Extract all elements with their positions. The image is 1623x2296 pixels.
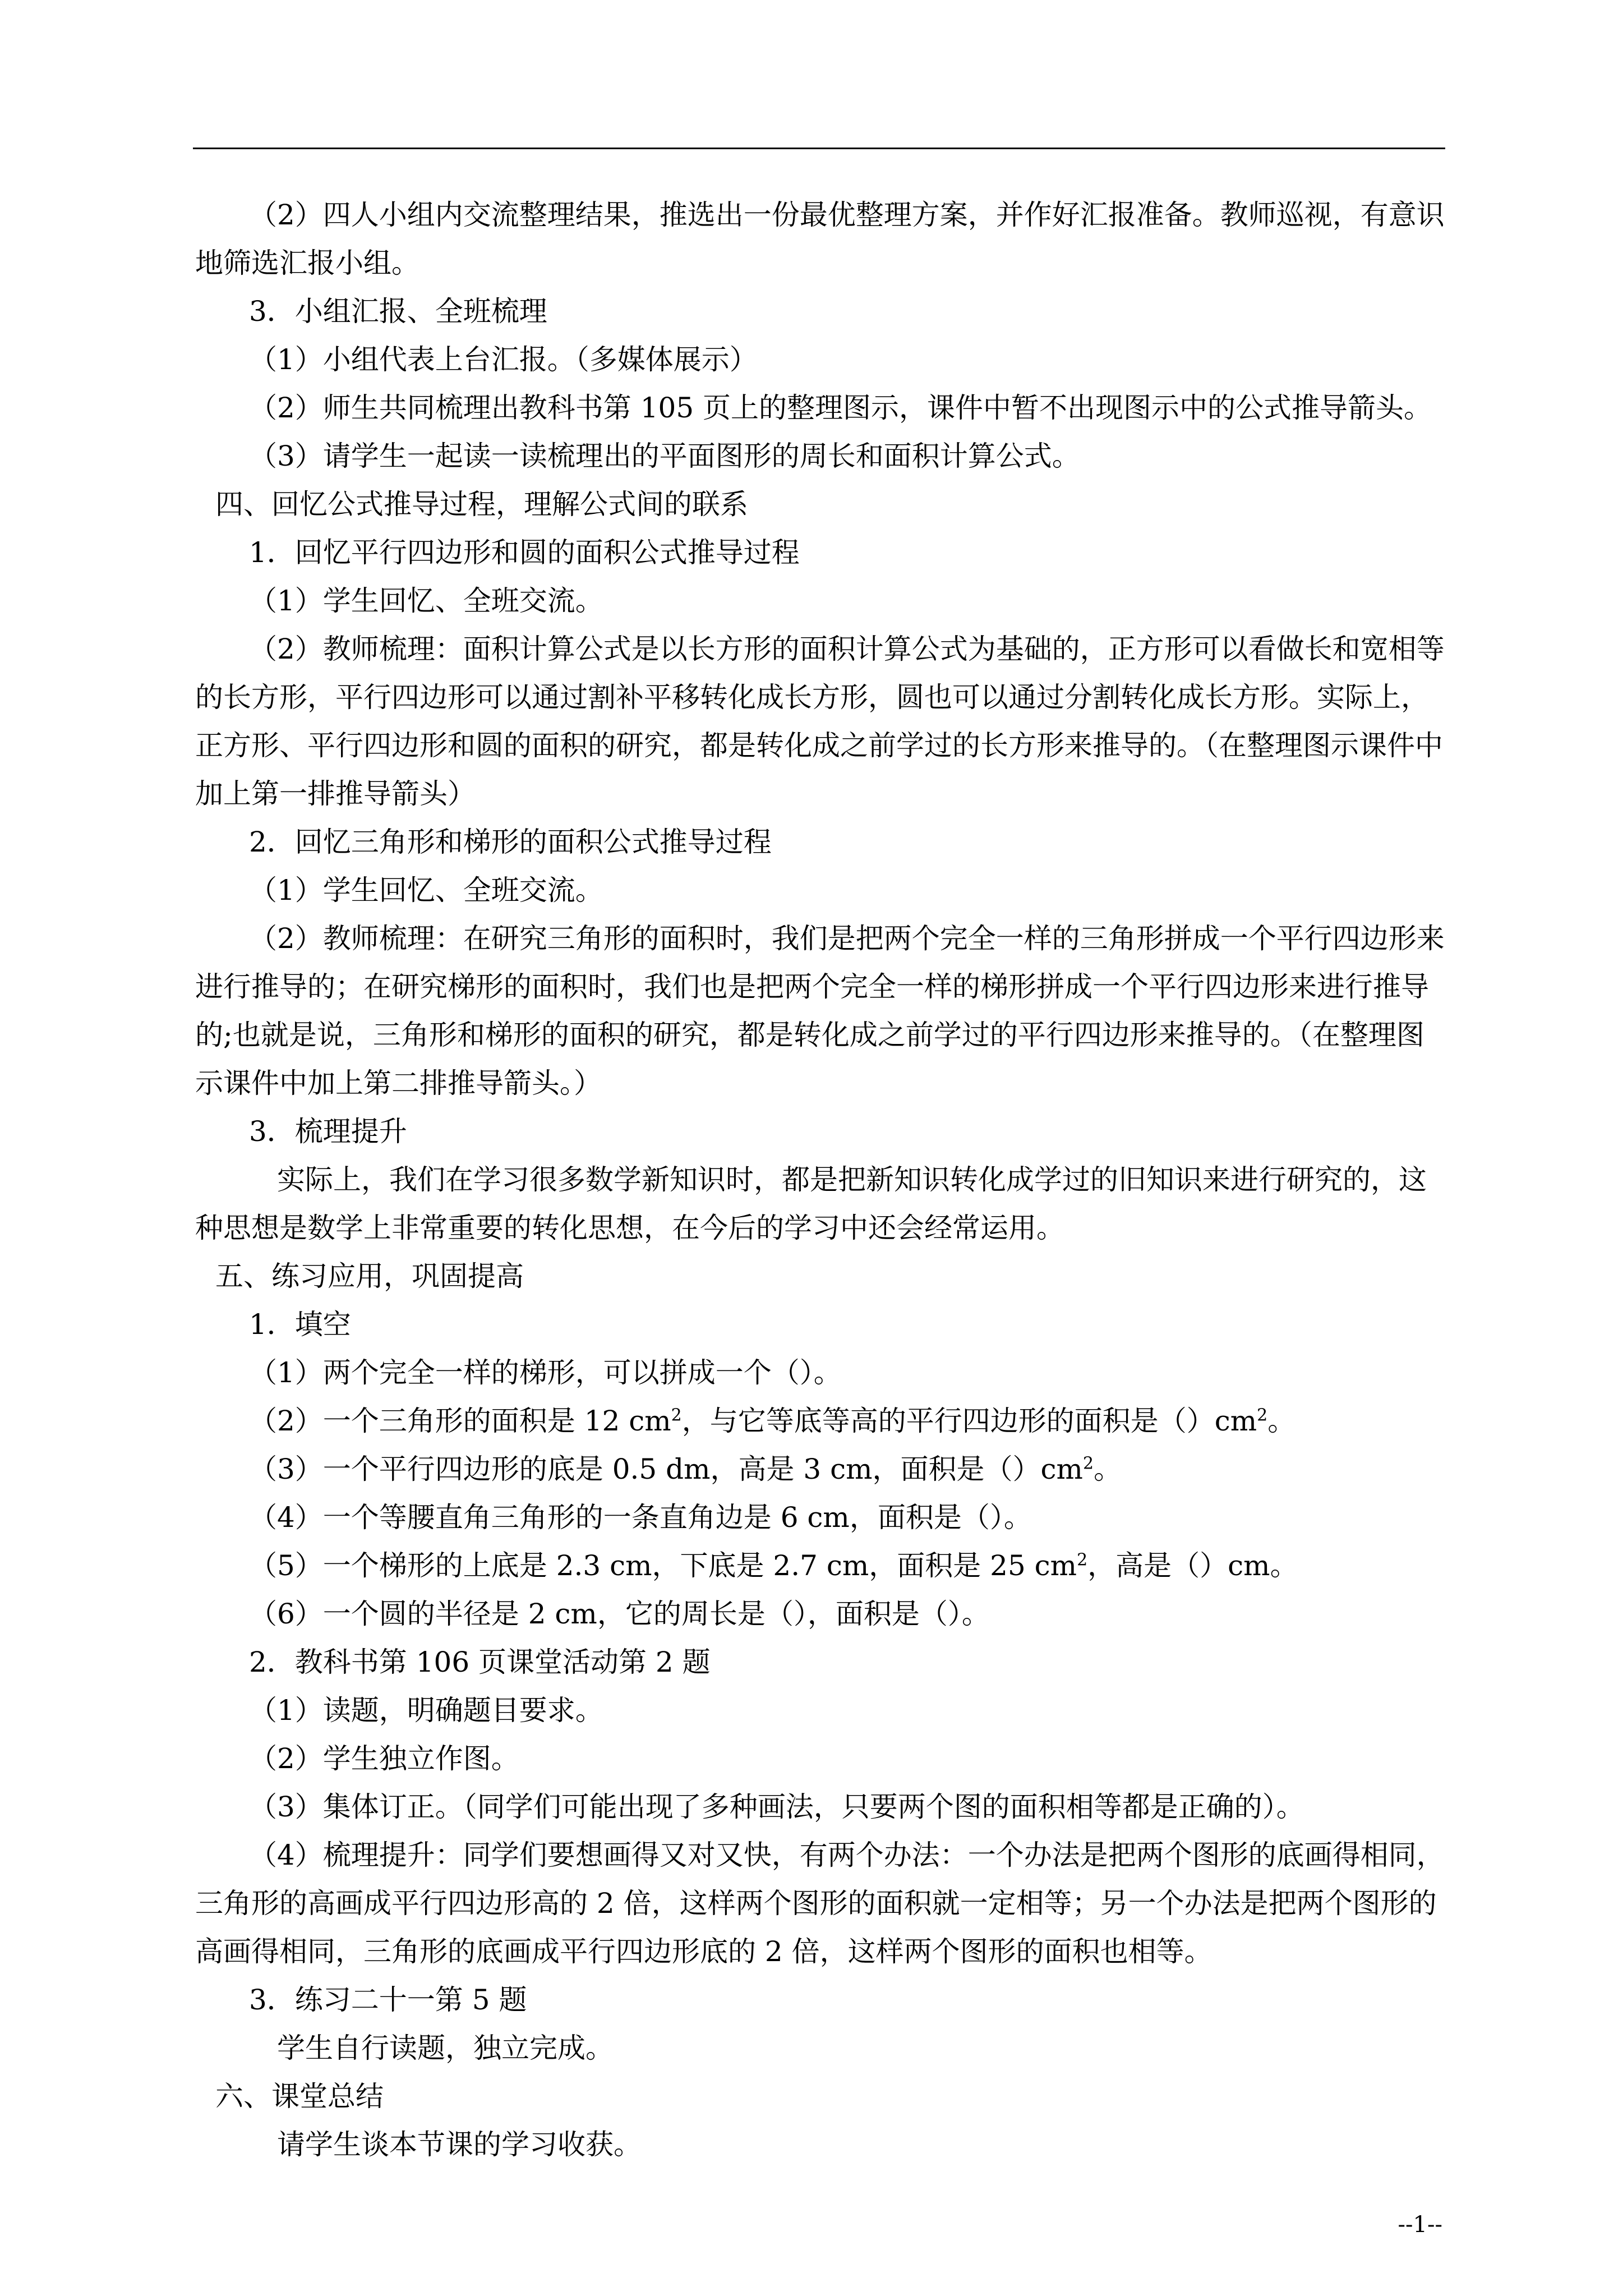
document-body bbox=[195, 191, 1447, 2169]
paragraph: （4）梳理提升：同学们要想画得又对又快，有两个办法：一个办法是把两个图形的底画得相同，三角形的高画成平行四边形高的 2 倍，这样两个图形的面积就一定相等；另一个办法是把两个图形的高画得相同，三角形的底画成平行四边形底的 2 倍，这样两个图形的面积也相等。 bbox=[195, 1839, 1445, 1968]
paragraph: （2）师生共同梳理出教科书第 105 页上的整理图示，课件中暂不出现图示中的公式推导箭头。 bbox=[249, 392, 1432, 424]
exercise-item bbox=[195, 1542, 1447, 1590]
exercise-text: ，与它等底等高的平行四边形的面积是（）cm bbox=[681, 1405, 1257, 1437]
exercise-item: （1）两个完全一样的梯形，可以拼成一个（）。 bbox=[249, 1356, 842, 1389]
paragraph: （1）读题，明确题目要求。 bbox=[249, 1694, 603, 1727]
paragraph: （2）教师梳理：面积计算公式是以长方形的面积计算公式为基础的，正方形可以看做长和宽相等的长方形，平行四边形可以通过割补平移转化成长方形，圆也可以通过分割转化成长方形。实际上，正方形、平行四边形和圆的面积的研究，都是转化成之前学过的长方形来推导的。（在整理图示课件中加上第一排推导箭头） bbox=[195, 633, 1445, 810]
superscript: 2 bbox=[1257, 1405, 1268, 1425]
paragraph: （3）请学生一起读一读梳理出的平面图形的周长和面积计算公式。 bbox=[249, 440, 1080, 472]
paragraph: （1）学生回忆、全班交流。 bbox=[249, 585, 603, 617]
paragraph: 请学生谈本节课的学习收获。 bbox=[277, 2128, 642, 2161]
exercise-text: （3）一个平行四边形的底是 0.5 dm，高是 3 cm，面积是（）cm bbox=[249, 1453, 1083, 1485]
exercise-item bbox=[195, 1445, 1447, 1493]
chapter-heading: 六、课堂总结 bbox=[215, 2080, 384, 2113]
exercise-text: 。 bbox=[1094, 1453, 1122, 1485]
superscript: 2 bbox=[1077, 1550, 1088, 1570]
section-heading: 3．梳理提升 bbox=[249, 1115, 407, 1148]
chapter-heading: 五、练习应用，巩固提高 bbox=[215, 1260, 524, 1292]
header-rule bbox=[193, 148, 1445, 149]
paragraph: （2）教师梳理：在研究三角形的面积时，我们是把两个完全一样的三角形拼成一个平行四边形来进行推导的；在研究梯形的面积时，我们也是把两个完全一样的梯形拼成一个平行四边形来进行推导的;也就是说，三角形和梯形的面积的研究，都是转化成之前学过的平行四边形来推导的。（在整理图示课件中加上第二排推导箭头。） bbox=[195, 922, 1445, 1099]
section-heading: 2．教科书第 106 页课堂活动第 2 题 bbox=[249, 1646, 711, 1678]
section-heading: 1．回忆平行四边形和圆的面积公式推导过程 bbox=[249, 536, 800, 569]
exercise-text: （2）一个三角形的面积是 12 cm bbox=[249, 1405, 671, 1437]
exercise-item: （4）一个等腰直角三角形的一条直角边是 6 cm，面积是（）。 bbox=[249, 1501, 1032, 1534]
exercise-text: （5）一个梯形的上底是 2.3 cm，下底是 2.7 cm，面积是 25 cm bbox=[249, 1549, 1077, 1582]
exercise-item: （6）一个圆的半径是 2 cm，它的周长是（），面积是（）。 bbox=[249, 1598, 990, 1630]
paragraph: （2）学生独立作图。 bbox=[249, 1742, 519, 1775]
section-heading: 1．填空 bbox=[249, 1308, 351, 1341]
paragraph: （3）集体订正。（同学们可能出现了多种画法，只要两个图的面积相等都是正确的）。 bbox=[249, 1791, 1304, 1823]
superscript: 2 bbox=[1082, 1453, 1094, 1474]
paragraph: 学生自行读题，独立完成。 bbox=[277, 2032, 614, 2064]
section-heading: 2．回忆三角形和梯形的面积公式推导过程 bbox=[249, 826, 772, 858]
section-heading: 3．练习二十一第 5 题 bbox=[249, 1984, 527, 2016]
paragraph: （1）小组代表上台汇报。（多媒体展示） bbox=[249, 343, 758, 376]
paragraph: （1）学生回忆、全班交流。 bbox=[249, 874, 603, 907]
page-number: --1-- bbox=[1398, 2212, 1442, 2238]
exercise-text: ，高是（）cm。 bbox=[1087, 1549, 1298, 1582]
superscript: 2 bbox=[671, 1405, 682, 1425]
exercise-item bbox=[195, 1397, 1447, 1445]
section-heading: 3．小组汇报、全班梳理 bbox=[249, 295, 547, 328]
chapter-heading: 四、回忆公式推导过程，理解公式间的联系 bbox=[215, 488, 748, 521]
paragraph: （2）四人小组内交流整理结果，推选出一份最优整理方案，并作好汇报准备。教师巡视，有意识地筛选汇报小组。 bbox=[195, 199, 1445, 279]
exercise-text: 。 bbox=[1267, 1405, 1296, 1437]
paragraph: 实际上，我们在学习很多数学新知识时，都是把新知识转化成学过的旧知识来进行研究的，这种思想是数学上非常重要的转化思想，在今后的学习中还会经常运用。 bbox=[195, 1163, 1427, 1244]
